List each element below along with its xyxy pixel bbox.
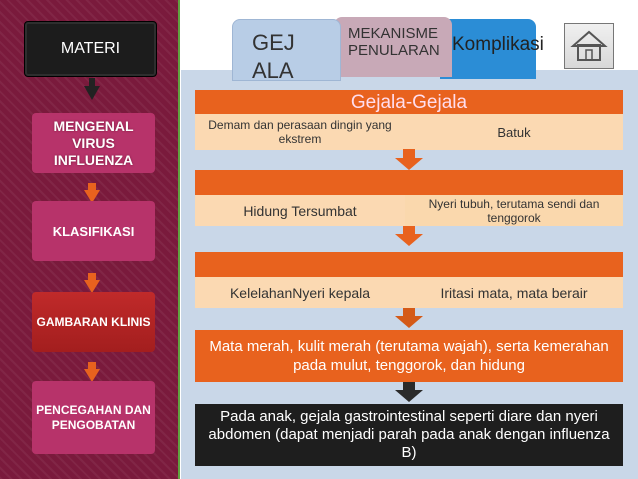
materi-button[interactable]: MATERI <box>24 21 157 77</box>
arrow-down-icon <box>395 158 423 170</box>
arrow-down-icon <box>395 234 423 246</box>
menu-klasifikasi[interactable]: KLASIFIKASI <box>32 201 155 261</box>
sidebar-divider <box>178 0 180 479</box>
tab-gejala[interactable] <box>232 19 341 81</box>
row-5 <box>195 404 623 466</box>
menu-mengenal-virus-influenza[interactable]: MENGENAL VIRUS INFLUENZA <box>32 113 155 173</box>
tab-komplikasi[interactable] <box>440 19 544 79</box>
symptom-batuk: Batuk <box>497 124 531 140</box>
tab-label: Komplikasi <box>452 34 544 55</box>
row-2-bar <box>195 170 623 195</box>
tab-label: GEJ ALA <box>252 30 295 83</box>
menu-gambaran-klinis[interactable]: GAMBARAN KLINIS <box>32 292 155 352</box>
arrow-down-icon <box>395 390 423 402</box>
row-4 <box>195 330 623 382</box>
symptom-kelelahan-nyeri-kepala: KelelahanNyeri kepala <box>229 284 371 301</box>
row-3 <box>195 277 623 308</box>
symptom-demam: Demam dan perasaan dingin yang ekstrem <box>208 118 392 146</box>
section-heading: Gejala-Gejala <box>350 92 468 113</box>
heading-bar <box>195 90 623 114</box>
symptom-nyeri-tubuh: Nyeri tubuh, terutama sendi dan tenggorok <box>405 195 623 226</box>
arrow-down-icon <box>395 316 423 328</box>
symptom-gastrointestinal: Pada anak, gejala gastrointestinal seperti diare dan nyeri abdomen (dapat menjadi parah pada anak dengan influenza B) <box>208 408 610 461</box>
home-button[interactable] <box>564 23 614 69</box>
symptom-iritasi-mata: Iritasi mata, mata berair <box>440 284 588 301</box>
row-2 <box>195 195 623 226</box>
arrow-stem <box>403 149 415 159</box>
row-3-bar <box>195 252 623 277</box>
tab-mekanisme-penularan[interactable] <box>334 17 452 77</box>
arrow-down-icon <box>84 86 100 100</box>
symptom-hidung-tersumbat: Hidung Tersumbat <box>243 202 357 219</box>
row-1 <box>195 114 623 150</box>
symptom-mata-merah: Mata merah, kulit merah (terutama wajah), serta kemerahan pada mulut, tenggorok, dan hidung <box>209 338 609 374</box>
menu-pencegahan-dan-pengobatan[interactable]: PENCEGAHAN DAN PENGOBATAN <box>32 381 155 454</box>
tab-label: MEKANISME PENULARAN <box>348 25 440 59</box>
sidebar <box>0 0 180 479</box>
home-icon <box>565 24 613 68</box>
